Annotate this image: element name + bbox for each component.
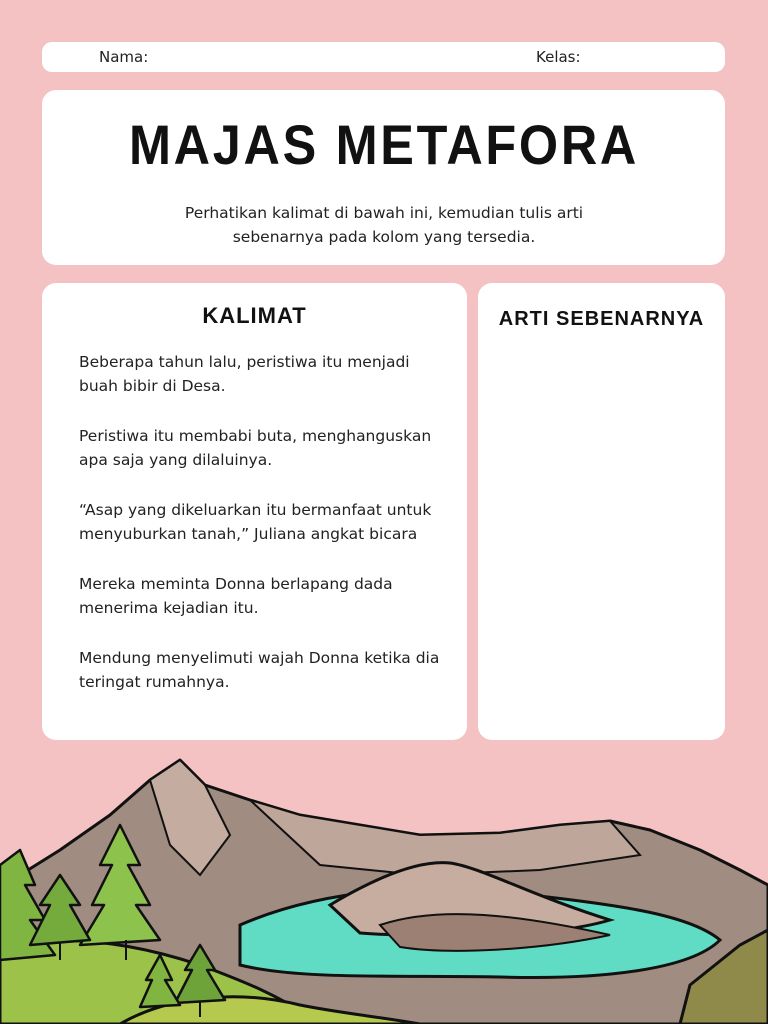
- sentence-item: Peristiwa itu membabi buta, menghanguskan apa saja yang dilaluinya.: [79, 427, 432, 469]
- sentence-item: Beberapa tahun lalu, peristiwa itu menjadi buah bibir di Desa.: [79, 353, 410, 395]
- name-label: Nama:: [99, 48, 149, 66]
- page-title: MAJAS METAFORA: [128, 113, 640, 176]
- sentence-heading: KALIMAT: [202, 303, 307, 328]
- sentence-list: [79, 350, 449, 720]
- name-class-bar: [42, 42, 725, 72]
- instruction-text: Perhatikan kalimat di bawah ini, kemudian tulis arti sebenarnya pada kolom yang tersedia.: [184, 204, 584, 246]
- mountain-lake-illustration: [0, 755, 768, 1024]
- meaning-card[interactable]: [478, 283, 725, 740]
- class-label: Kelas:: [536, 48, 581, 66]
- meaning-heading: ARTI SEBENARNYA: [498, 308, 705, 330]
- sentence-item: Mendung menyelimuti wajah Donna ketika dia teringat rumahnya.: [79, 649, 440, 691]
- sentence-item: Mereka meminta Donna berlapang dada menerima kejadian itu.: [79, 575, 393, 617]
- sentence-item: “Asap yang dikeluarkan itu bermanfaat untuk menyuburkan tanah,” Juliana angkat bicara: [79, 501, 432, 543]
